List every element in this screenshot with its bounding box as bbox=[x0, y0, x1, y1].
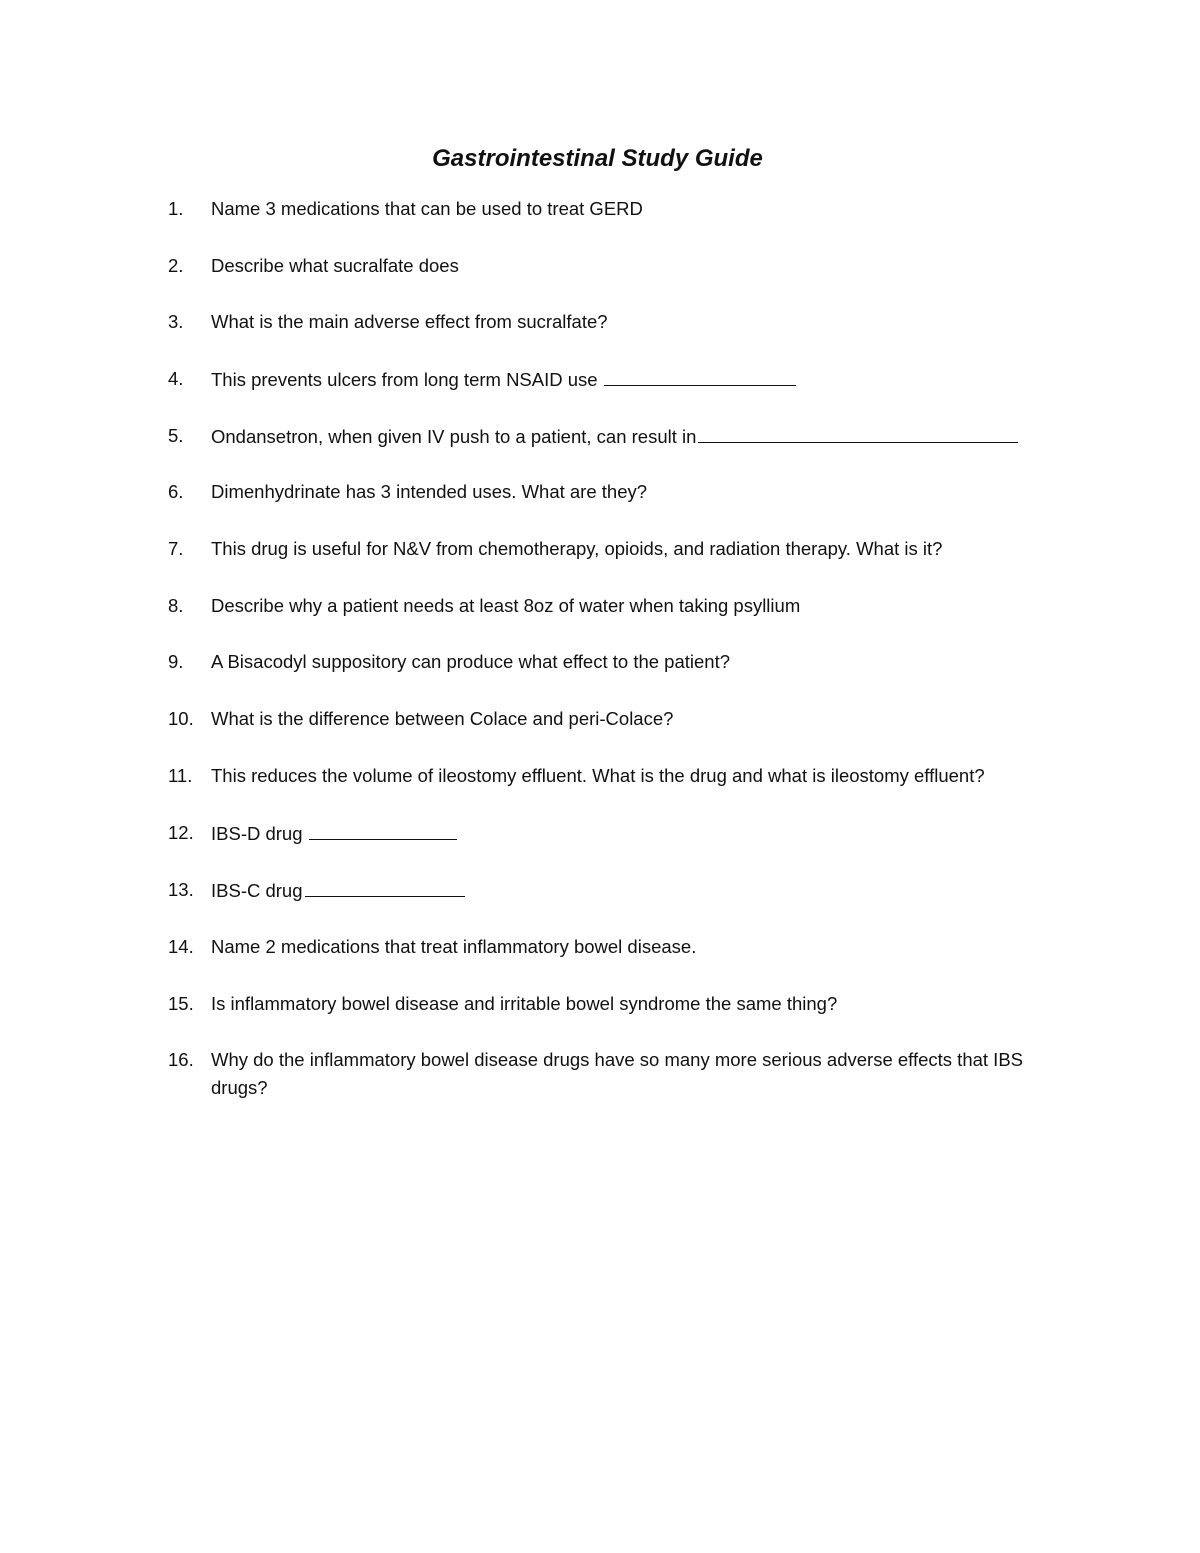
question-number: 13. bbox=[168, 879, 194, 900]
answer-blank[interactable] bbox=[698, 422, 1018, 443]
question-text: Is inflammatory bowel disease and irritable bowel syndrome the same thing? bbox=[211, 993, 838, 1014]
question-number: 8. bbox=[168, 595, 184, 616]
question-number: 11. bbox=[168, 765, 193, 786]
question-number: 5. bbox=[168, 425, 184, 446]
question-number: 15. bbox=[168, 993, 194, 1014]
question-text: Why do the inflammatory bowel disease drugs have so many more serious adverse effects that IBS drugs? bbox=[211, 1049, 1023, 1098]
question-text-wrap bbox=[211, 876, 1071, 905]
question-text-wrap bbox=[211, 365, 1071, 394]
question-number: 1. bbox=[168, 198, 184, 219]
question-text: Name 2 medications that treat inflammatory bowel disease. bbox=[211, 936, 697, 957]
question-text: Dimenhydrinate has 3 intended uses. What are they? bbox=[211, 481, 648, 502]
answer-blank[interactable] bbox=[604, 365, 796, 386]
question-number: 12. bbox=[168, 822, 194, 843]
question-text: IBS-D drug bbox=[211, 823, 303, 844]
question-number: 3. bbox=[168, 311, 184, 332]
question-number: 7. bbox=[168, 538, 184, 559]
question-text-wrap bbox=[211, 819, 1071, 848]
page-title: Gastrointestinal Study Guide bbox=[432, 145, 763, 172]
question-number: 9. bbox=[168, 651, 184, 672]
question-text: This drug is useful for N&V from chemotherapy, opioids, and radiation therapy. What is it? bbox=[211, 538, 943, 559]
question-text: IBS-C drug bbox=[211, 880, 303, 901]
question-text: What is the main adverse effect from sucralfate? bbox=[211, 311, 608, 332]
question-number: 4. bbox=[168, 368, 184, 389]
question-number: 16. bbox=[168, 1049, 194, 1070]
question-text: What is the difference between Colace and peri-Colace? bbox=[211, 708, 674, 729]
question-text: Describe why a patient needs at least 8oz of water when taking psyllium bbox=[211, 595, 801, 616]
question-number: 14. bbox=[168, 936, 194, 957]
question-text-wrap bbox=[211, 422, 1071, 451]
answer-blank[interactable] bbox=[305, 876, 465, 897]
question-number: 6. bbox=[168, 481, 184, 502]
question-number: 2. bbox=[168, 255, 184, 276]
question-text: Describe what sucralfate does bbox=[211, 255, 459, 276]
question-number: 10. bbox=[168, 708, 194, 729]
question-text: Name 3 medications that can be used to treat GERD bbox=[211, 198, 643, 219]
question-text: Ondansetron, when given IV push to a patient, can result in bbox=[211, 426, 697, 447]
question-text: A Bisacodyl suppository can produce what effect to the patient? bbox=[211, 651, 731, 672]
answer-blank[interactable] bbox=[309, 819, 457, 840]
question-text: This prevents ulcers from long term NSAID use bbox=[211, 369, 598, 390]
question-text: This reduces the volume of ileostomy effluent. What is the drug and what is ileostomy effluent? bbox=[211, 765, 985, 786]
